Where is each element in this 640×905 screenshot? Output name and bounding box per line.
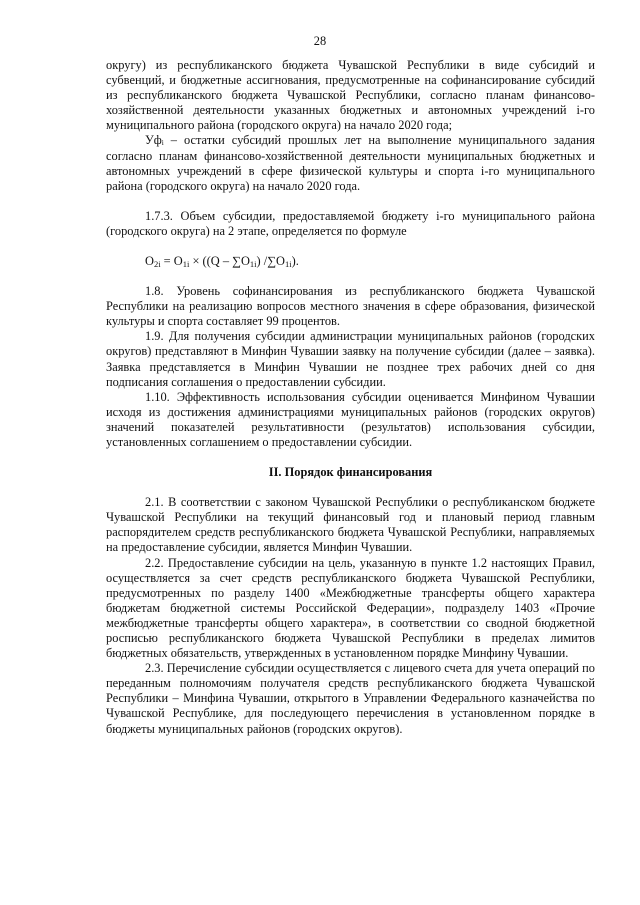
formula-o2i <box>106 254 595 269</box>
spacer <box>106 239 595 254</box>
formula-equals: = О <box>160 254 183 269</box>
paragraph-2-2: 2.2. Предоставление субсидии на цель, указанную в пункте 1.2 настоящих Правил, осуществляется за счет средств республиканского бюджета Чувашской Республики, предусмотренных по разделу 1400 «Межбюджетные трансферты общего характера бюджетам бюджетной системы Российской Федерации», подразделу 1403 «Прочие межбюджетные трансферты общего характера», в соответствии со сводной бюджетной росписью республиканского бюджета Чувашской Республики в пределах лимитов бюджетных обязательств, утвержденных в установленном порядке Минфину Чувашии. <box>106 555 595 661</box>
spacer <box>106 269 595 284</box>
paragraph-2-3: 2.3. Перечисление субсидии осуществляется с лицевого счета для учета операций по переданным полномочиям получателя средств республиканского бюджета Чувашской Республики – Минфина Чувашии, открытого в Управлении Федерального казначейства по Чувашской Республике, для последующего перечисления в установленном порядке в бюджеты муниципальных районов (городских округов). <box>106 661 595 736</box>
formula-o1-subscript: 1i <box>182 259 190 270</box>
formula-end: ). <box>291 254 299 269</box>
formula-middle: × ((Q – ∑О <box>189 254 250 269</box>
page-number: 28 <box>313 34 327 48</box>
spacer <box>106 480 595 495</box>
paragraph-1-8: 1.8. Уровень софинансирования из республиканского бюджета Чувашской Республики на реализацию вопросов местного значения в сфере образования, физической культуры и спорта составляет 99 процентов. <box>106 284 595 329</box>
formula-division: ) /∑О <box>256 254 285 269</box>
formula-lhs-subscript: 2i <box>153 259 161 270</box>
paragraph-uf-definition: Уфᵢ – остатки субсидий прошлых лет на выполнение муниципального задания согласно планам финансово-хозяйственной деятельности муниципальных бюджетных и автономных учреждений в сфере физической культуры и спорта i-го муниципального района (городского округа) на начало 2020 года. <box>106 133 595 193</box>
paragraph-allocations-continued: округу) из республиканского бюджета Чувашской Республики в виде субсидий и субвенций, и бюджетные ассигнования, предусмотренные на софинансирование субсидий из республиканского бюджета Чувашской Республики, согласно планам финансово-хозяйственной деятельности указанных бюджетных и автономных учреждений i-го муниципального района (городского округа) на начало 2020 года; <box>106 58 595 133</box>
formula-sum1-subscript: 1i <box>249 259 257 270</box>
paragraph-1-9: 1.9. Для получения субсидии администрации муниципальных районов (городских округов) представляют в Минфин Чувашии заявку на получение субсидии (далее – заявка). Заявка представляется в Минфин Чувашии не позднее трех рабочих дней со дня подписания соглашения о предоставлении субсидии. <box>106 329 595 389</box>
document-body <box>106 58 595 737</box>
section-heading: II. Порядок финансирования <box>268 465 433 480</box>
formula-sum2-subscript: 1i <box>284 259 292 270</box>
paragraph-1-10: 1.10. Эффективность использования субсидии оценивается Минфином Чувашии исходя из достижения администрациями муниципальных районов (городских округов) значений показателей результативности (результатов) использования субсидии, установленных соглашением о предоставлении субсидии. <box>106 389 595 449</box>
spacer <box>106 194 595 209</box>
formula-lhs: О <box>145 254 154 269</box>
paragraph-2-1: 2.1. В соответствии с законом Чувашской Республики о республиканском бюджете Чувашской Республики на текущий финансовый год и плановый период главным распорядителем средств республиканского бюджета Чувашской Республики, направляемых на предоставление субсидии, является Минфин Чувашии. <box>106 495 595 555</box>
spacer <box>106 450 595 465</box>
paragraph-1-7-3: 1.7.3. Объем субсидии, предоставляемой бюджету i-го муниципального района (городского округа) на 2 этапе, определяется по формуле <box>106 208 595 238</box>
